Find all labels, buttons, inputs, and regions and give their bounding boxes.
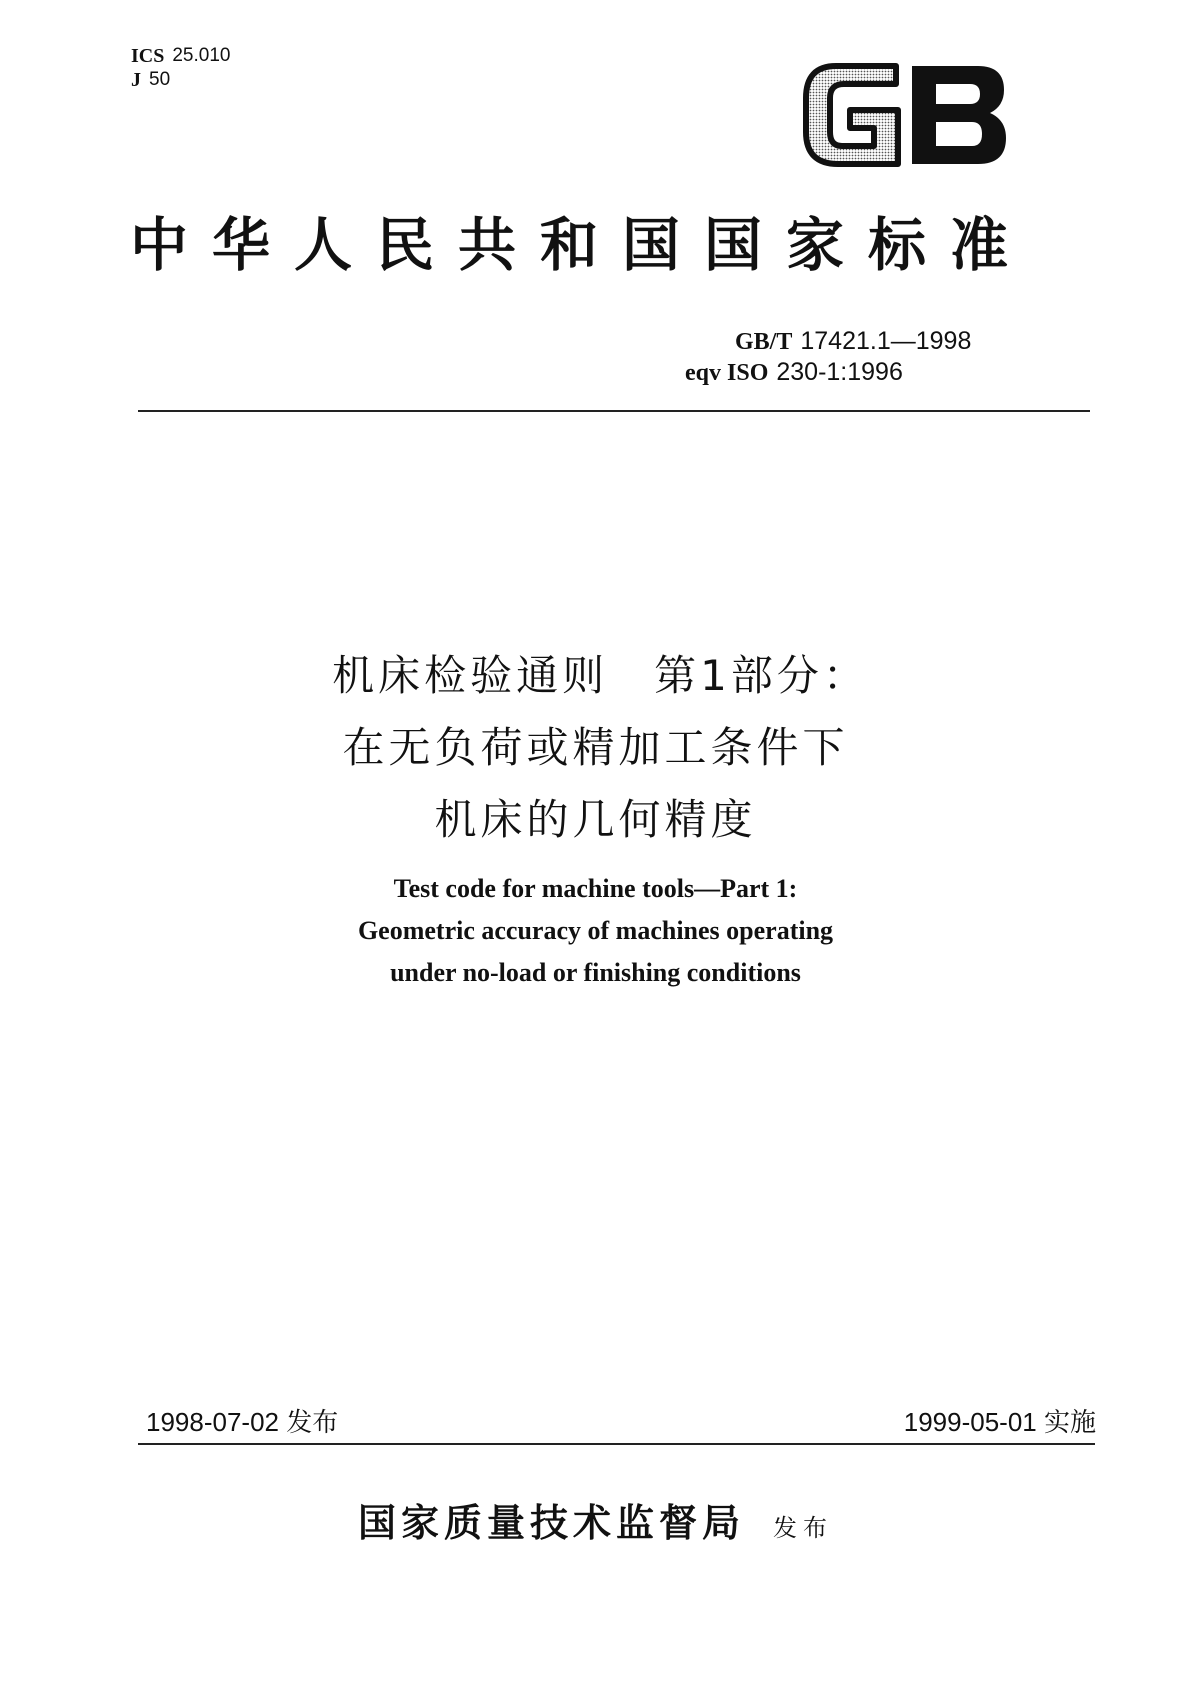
implementation-date bbox=[904, 1402, 1096, 1439]
english-title bbox=[0, 868, 1191, 994]
header-divider bbox=[138, 410, 1090, 412]
issue-date-label: 发布 bbox=[286, 1407, 339, 1437]
chinese-title bbox=[0, 640, 1191, 856]
implementation-date-value: 1999-05-01 bbox=[903, 1407, 1037, 1437]
ics-label: ICS bbox=[131, 45, 165, 67]
chinese-title-line-1: 机床检验通则 第1部分： bbox=[332, 651, 869, 700]
issue-date-value: 1998-07-02 bbox=[146, 1407, 279, 1437]
issue-date bbox=[146, 1402, 338, 1439]
eqv-number bbox=[685, 357, 971, 388]
english-title-line-1: Test code for machine tools—Part 1: bbox=[393, 874, 798, 903]
j-code bbox=[131, 68, 230, 92]
english-title-line-2: Geometric accuracy of machines operating bbox=[357, 916, 834, 945]
english-title-line-3: under no-load or finishing conditions bbox=[390, 958, 801, 987]
eqv-number-label: eqv ISO bbox=[685, 360, 769, 386]
j-label: J bbox=[131, 69, 141, 91]
gb-number-value: 17421.1—1998 bbox=[800, 327, 972, 355]
standard-numbers bbox=[685, 326, 972, 388]
publisher-action: 发布 bbox=[773, 1514, 833, 1542]
gb-logo bbox=[800, 58, 1010, 170]
publisher-org: 国家质量技术监督局 bbox=[357, 1500, 745, 1545]
chinese-title-line-2: 在无负荷或精加工条件下 bbox=[342, 723, 849, 772]
classification-codes bbox=[131, 44, 230, 92]
footer-divider bbox=[138, 1443, 1095, 1445]
ics-code bbox=[131, 44, 230, 68]
eqv-number-value: 230-1:1996 bbox=[776, 358, 903, 386]
gb-number bbox=[735, 326, 971, 357]
implementation-date-label: 实施 bbox=[1043, 1407, 1096, 1437]
gb-number-label: GB/T bbox=[735, 329, 793, 355]
chinese-title-line-3: 机床的几何精度 bbox=[434, 795, 757, 844]
j-value: 50 bbox=[149, 69, 171, 90]
national-standard-title: 中华人民共和国国家标准 bbox=[130, 211, 1033, 279]
publisher bbox=[0, 1492, 1191, 1547]
gb-logo-graphic bbox=[800, 58, 1010, 170]
ics-value: 25.010 bbox=[172, 45, 231, 66]
